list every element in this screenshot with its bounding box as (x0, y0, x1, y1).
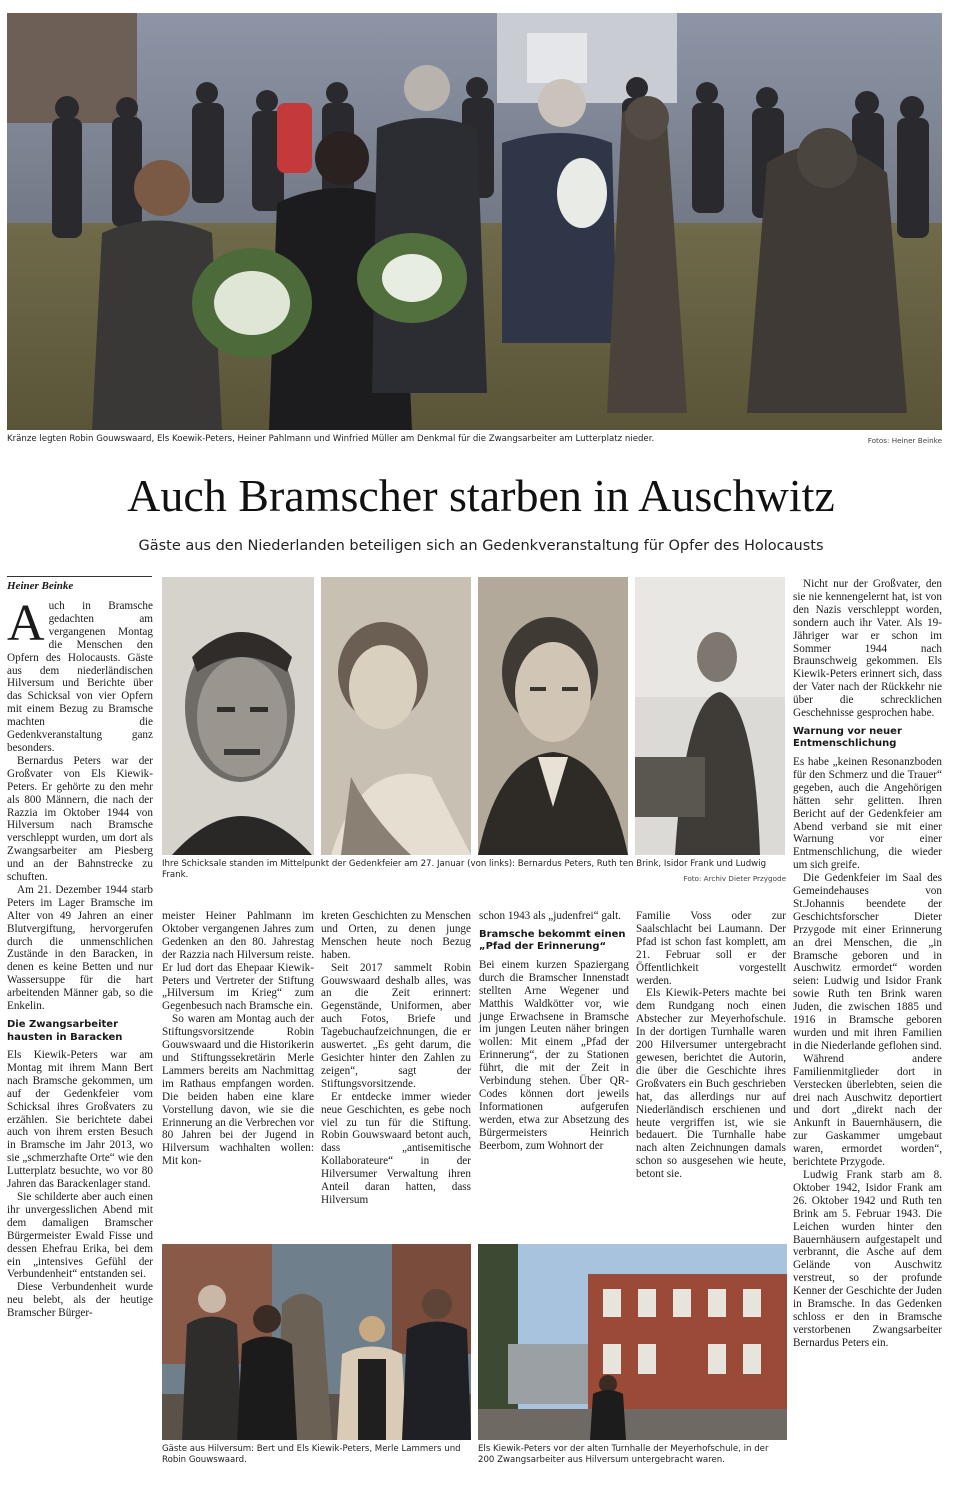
photo-guests (162, 1244, 471, 1440)
col3-p2: Seit 2017 sammelt Robin Gouwswaard deshalb alles, was an die Zeit erinnert: Gegenstände, Uniformen, aber auch Fotos, Briefe und Tagebuchaufzeichnungen, die er auswertet. „Es geht darum, die Gesichter hinter den Zahlen zu zeigen“, sagt der Stiftungsvorsitzende. (321, 961, 471, 1090)
col6-subheading: Warnung vor neuer Entmenschlichung (793, 725, 902, 750)
portrait-isidor-frank (478, 577, 628, 855)
column-5 (636, 910, 786, 1181)
col2-p1: meister Heiner Pahlmann im Oktober vergangenen Jahres zum Gedenken an den 80. Jahrestag der Razzia nach Hilversum reiste. Er lud dort das Ehepaar Kiewik-Peters und Vertreter der Stiftung „Hilversum im Krieg“ zum Gegenbesuch nach Bramsche ein. (162, 910, 314, 1013)
col1-p4: Els Kiewik-Peters war am Montag mit ihrem Mann Bert nach Bramsche gekommen, um auf der Gedenkfeier vom Schicksal ihres Großvaters zu erzählen. Sie berichtete dabei auch von ihrem ersten Besuch in Bramsche im Jahr 2013, wo sie „schmerzhafte Orte“ wie den Lutterplatz besuchte, wo vor 80 Jahren das Barackenlager stand. (7, 1049, 153, 1191)
col6-p4: Während andere Familienmitglieder dort in Verstecken überlebten, seien die drei nach Auschwitz deportiert und dort „direkt nach der Ankunft in Bauernhäusern, die zur Gaskammer umgebaut waren, ermordet worden“, berichtete Przygode. (793, 1052, 942, 1169)
col6-p5: Ludwig Frank starb am 8. Oktober 1942, Isidor Frank am 26. Oktober 1942 und Ruth ten Brink am 5. Februar 1943. Die Leichen wurden hinter den Bauernhäusern aufgestapelt und verbrannt, die Asche auf dem Gelände von Auschwitz verstreut, so der profunde Kenner der Geschichte der Juden in Bramsche. In das Gedenken schloss er den in Bramsche verstorbenen Zwangsarbeiter Bernardus Peters ein. (793, 1168, 942, 1349)
col1-subheading: Die Zwangsarbeiter hausten in Baracken (7, 1019, 123, 1043)
portrait-ludwig-frank (635, 577, 785, 855)
col1-p5: Sie schilderte aber auch einen ihr unvergesslichen Abend mit dem damaligen Bramscher Bürgermeister Ewald Fisse und dessen Ehefrau Erika, bei dem ein „intensives Gefühl der Verbundenheit“ entstanden sei. (7, 1190, 153, 1281)
top-photo-credit: Fotos: Heiner Beinke (867, 436, 942, 445)
col1-p6: Diese Verbundenheit wurde neu belebt, als der heutige Bramscher Bürger- (7, 1281, 153, 1320)
portrait-ruth-ten-brink (321, 577, 471, 855)
turnhalle-caption: Els Kiewik-Peters vor der alten Turnhalle der Meyerhofschule, in der 200 Zwangsarbeiter aus Hilversum untergebracht waren. (478, 1444, 769, 1465)
col4-p2: Bei einem kurzen Spaziergang durch die Bramscher Innenstadt stellten Arne Wegener und Matthis Waldkötter vor, wie junge Erwachsene in Bramsche im jungen Leuten näher bringen wollen: Mit einem „Pfad der Erinnerung“, der zu Stationen führt, die mit der Zeit in Verbindung stehen. Über QR-Codes können dort jeweils Informationen aufgerufen werden, etwa zur Absetzung des Bürgermeisters Heinrich Beerbom, zum Wohnort der (479, 958, 629, 1152)
dropcap: A (7, 595, 45, 652)
subheadline: Gäste aus den Niederlanden beteiligen sich an Gedenkveranstaltung für Opfer des Holocausts (138, 538, 824, 554)
col2-p2: So waren am Montag auch der Stiftungsvorsitzende Robin Gouwswaard und die Historikerin und Stiftungssekretärin Merle Lammers bereits am Nachmittag im Rathaus empfangen worden. Die beiden haben eine klare Vorstellung davon, wie sie die Erinnerung an die Verbrechen vor 80 Jahren bei der Jugend in Hilversum wachhalten wollen: Mit kon- (162, 1013, 314, 1168)
photo-turnhalle (478, 1244, 787, 1440)
col5-p2: Els Kiewik-Peters machte bei dem Rundgang noch einen Abstecher zur Meyerhofschule. In der dortigen Turnhalle waren 200 Hilversumer untergebracht gewesen, berichtet die Autorin, die über die Geschichte ihres Großvaters ein Buch geschrieben hat, das allerdings nur auf Niederländisch erschienen und heute vergriffen ist, wie sie bedauert. Die Turnhalle habe nach alten Zeichnungen damals schon so ausgesehen wie heute, betont sie. (636, 987, 786, 1181)
author-rule (7, 576, 152, 577)
author: Heiner Beinke (7, 580, 74, 592)
top-photo (7, 13, 942, 430)
col1-p3: Am 21. Dezember 1944 starb Peters im Lager Bramsche im Alter von 49 Jahren an einer Blutvergiftung, hervorgerufen durch die unmenschlichen Zustände in den Baracken, in denen es keine Betten und nur Wassersuppe für die hart arbeitenden Männer gab, so die Enkelin. (7, 883, 153, 1013)
column-6 (793, 578, 942, 1350)
portraits-caption: Ihre Schicksale standen im Mittelpunkt der Gedenkfeier am 27. Januar (von links): Bernardus Peters, Ruth ten Brink, Isidor Frank und Ludwig Frank. (162, 859, 767, 880)
column-4 (479, 910, 629, 1153)
column-3 (321, 910, 471, 1207)
portrait-bernardus-peters (162, 577, 314, 855)
col3-p1: kreten Geschichten zu Menschen und Orten, zu denen junge Menschen heute noch Bezug haben. (321, 910, 471, 961)
col5-p1: Familie Voss oder zur Saalschlacht bei Laumann. Der Pfad ist schon fast komplett, am 21. Februar soll er der Öffentlichkeit vorgestellt werden. (636, 910, 786, 987)
col1-p1: uch in Bramsche gedachten am vergangenen Montag die Menschen den Opfern des Holocausts. Gäste aus dem niederländischen Hilversum und Berichte über das Schicksal von vier Opfern mit einem Bezug zu Bramsche machten die Gedenkveranstaltung ganz besonders. (7, 600, 153, 754)
portraits-credit: Foto: Archiv Dieter Przygode (683, 874, 786, 883)
col4-p1: schon 1943 als „judenfrei“ galt. (479, 910, 621, 922)
guests-caption: Gäste aus Hilversum: Bert und Els Kiewik-Peters, Merle Lammers und Robin Gouwswaard. (162, 1444, 461, 1465)
headline: Auch Bramscher starben in Auschwitz (127, 470, 835, 521)
col6-p3: Die Gedenkfeier im Saal des Gemeindehauses von St.Johannis beendete der Geschichtsforscher Dieter Przygode mit einer Erinnerung an drei Menschen, die „in Bramsche geboren und in Auschwitz ermordet“ worden seien: Ludwig und Isidor Frank sowie Ruth ten Brink waren Juden, die zwischen 1885 und 1916 in Bramsche geboren wurden und mit ihren Familien in die Niederlande geflohen sind. (793, 872, 942, 1052)
column-1 (7, 595, 153, 1320)
col3-p3: Er entdecke immer wieder neue Geschichten, es gebe noch viel zu tun für die Stiftung. Robin Gouwswaard betont auch, dass „antisemitische Kollaborateure“ in der Hilversumer Verwaltung ihren Anteil daran hatten, dass Hilversum (321, 1090, 471, 1206)
col1-p2: Bernardus Peters war der Großvater von Els Kiewik-Peters. Er gehörte zu den mehr als 800 Männern, die nach der Razzia im Oktober 1944 von Hilversum nach Bramsche verschleppt wurden, um dort als Zwangsarbeiter am Piesberg und an der Bahnstrecke zu schuften. (7, 754, 153, 884)
column-2 (162, 910, 314, 1168)
col4-subheading: Bramsche bekommt einen „Pfad der Erinnerung“ (479, 928, 626, 953)
col6-p1: Nicht nur der Großvater, den sie nie kennengelernt hat, ist von den Nazis verschleppt worden, sondern auch ihr Vater. Als 19-Jähriger war er schon im Sommer 1944 nach Braunschweig gekommen. Els Kiewik-Peters erinnert sich, dass der Vater nach der Rückkehr nie über die schrecklichen Geschehnisse gesprochen habe. (793, 578, 942, 720)
top-photo-caption: Kränze legten Robin Gouwswaard, Els Koewik-Peters, Heiner Pahlmann und Winfried Müller am Denkmal für die Zwangsarbeiter am Lutterplatz nieder. (7, 434, 655, 444)
col6-p2: Es habe „keinen Resonanzboden für den Schmerz und die Trauer“ gegeben, auch die Angehörigen hätten sehr gelitten. Ihren Bericht auf der Gedenkfeier am Abend verband sie mit einer Warnung vor einer Entmenschlichung, die wieder um sich greife. (793, 755, 942, 872)
